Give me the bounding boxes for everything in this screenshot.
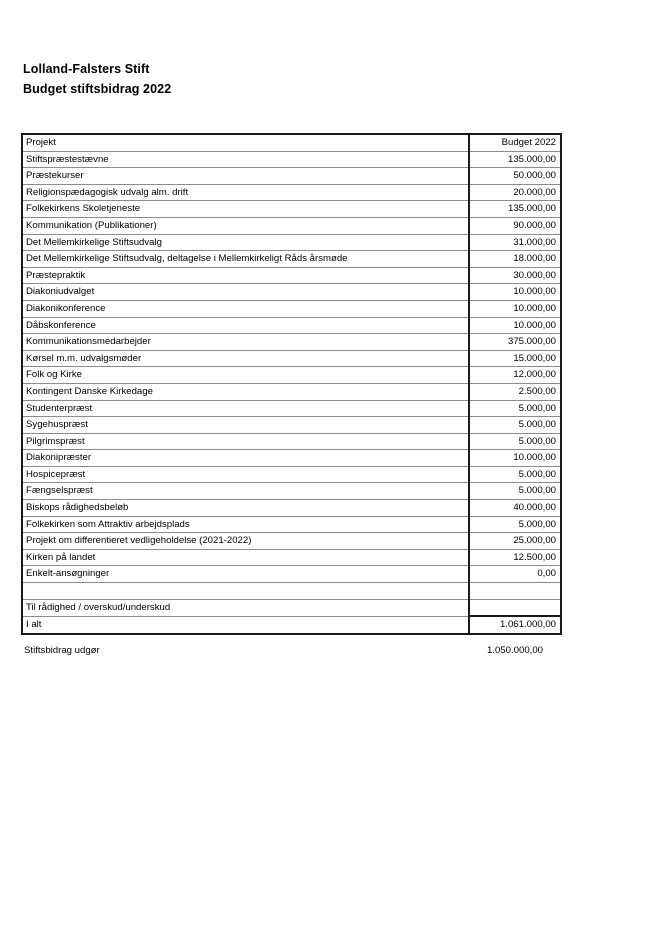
table-row — [22, 566, 561, 583]
cell-project-name: Det Mellemkirkelige Stiftsudvalg — [22, 234, 469, 251]
cell-budget-amount: 135.000,00 — [469, 151, 561, 168]
cell-project-name: Studenterpræst — [22, 400, 469, 417]
table-header-row — [22, 134, 561, 151]
cell-budget-amount: 5.000,00 — [469, 483, 561, 500]
table-row — [22, 168, 561, 185]
cell-project-name: Folkekirken som Attraktiv arbejdsplads — [22, 516, 469, 533]
cell-budget-amount: 50.000,00 — [469, 168, 561, 185]
cell-project-name: Dåbskonference — [22, 317, 469, 334]
table-row — [22, 433, 561, 450]
footer-amount: 1.050.000,00 — [486, 645, 543, 656]
cell-budget-amount: 10.000,00 — [469, 450, 561, 467]
table-row — [22, 533, 561, 550]
column-header-budget: Budget 2022 — [469, 134, 561, 151]
cell-project-name: Stiftspræstestævne — [22, 151, 469, 168]
cell-project-name: Kontingent Danske Kirkedage — [22, 383, 469, 400]
cell-project-name: Folk og Kirke — [22, 367, 469, 384]
cell-budget-amount: 2.500,00 — [469, 383, 561, 400]
table-header — [22, 134, 561, 151]
cell-budget-amount: 25.000,00 — [469, 533, 561, 550]
total-label: I alt — [22, 616, 469, 634]
table-row — [22, 417, 561, 434]
table-total-row — [22, 616, 561, 634]
table-footer — [22, 616, 561, 634]
cell-project-name: Præstepraktik — [22, 267, 469, 284]
table-row — [22, 500, 561, 517]
cell-budget-amount: 5.000,00 — [469, 516, 561, 533]
cell-budget-amount — [469, 583, 561, 600]
table-row — [22, 234, 561, 251]
table-row — [22, 284, 561, 301]
document-title-line-1: Lolland-Falsters Stift — [23, 62, 150, 76]
cell-budget-amount: 18.000,00 — [469, 251, 561, 268]
cell-budget-amount: 15.000,00 — [469, 350, 561, 367]
table-row — [22, 400, 561, 417]
cell-project-name: Til rådighed / overskud/underskud — [22, 599, 469, 616]
cell-project-name: Hospicepræst — [22, 466, 469, 483]
cell-project-name: Præstekurser — [22, 168, 469, 185]
table-row — [22, 549, 561, 566]
table-row — [22, 201, 561, 218]
cell-project-name: Diakonikonference — [22, 300, 469, 317]
cell-budget-amount: 5.000,00 — [469, 433, 561, 450]
cell-project-name: Fængselspræst — [22, 483, 469, 500]
table-body — [22, 151, 561, 616]
cell-project-name: Det Mellemkirkelige Stiftsudvalg, deltagelse i Mellemkirkeligt Råds årsmøde — [22, 251, 469, 268]
cell-project-name: Sygehuspræst — [22, 417, 469, 434]
table-row — [22, 334, 561, 351]
table-row — [22, 383, 561, 400]
cell-budget-amount: 375.000,00 — [469, 334, 561, 351]
table-row — [22, 184, 561, 201]
table-spacer-row — [22, 583, 561, 600]
cell-budget-amount: 12.500,00 — [469, 549, 561, 566]
cell-budget-amount: 10.000,00 — [469, 284, 561, 301]
cell-project-name: Kirken på landet — [22, 549, 469, 566]
table-row — [22, 251, 561, 268]
cell-project-name: Religionspædagogisk udvalg alm. drift — [22, 184, 469, 201]
cell-budget-amount: 135.000,00 — [469, 201, 561, 218]
table-row — [22, 217, 561, 234]
cell-budget-amount: 90.000,00 — [469, 217, 561, 234]
cell-project-name: Kørsel m.m. udvalgsmøder — [22, 350, 469, 367]
cell-budget-amount: 5.000,00 — [469, 417, 561, 434]
table-row — [22, 350, 561, 367]
table-row — [22, 483, 561, 500]
cell-project-name: Diakoniudvalget — [22, 284, 469, 301]
cell-project-name: Projekt om differentieret vedligeholdelse (2021-2022) — [22, 533, 469, 550]
table-row — [22, 267, 561, 284]
column-header-project: Projekt — [22, 134, 469, 151]
table-row — [22, 151, 561, 168]
cell-project-name — [22, 583, 469, 600]
table-row — [22, 599, 561, 616]
cell-budget-amount: 5.000,00 — [469, 466, 561, 483]
table-row — [22, 367, 561, 384]
footer-label: Stiftsbidrag udgør — [24, 645, 100, 656]
cell-budget-amount: 20.000,00 — [469, 184, 561, 201]
document-subtitle-line-2: Budget stiftsbidrag 2022 — [23, 82, 172, 96]
cell-budget-amount: 40.000,00 — [469, 500, 561, 517]
cell-budget-amount: 10.000,00 — [469, 317, 561, 334]
table-row — [22, 300, 561, 317]
cell-budget-amount — [469, 599, 561, 616]
cell-budget-amount: 30.000,00 — [469, 267, 561, 284]
table-row — [22, 317, 561, 334]
table-row — [22, 516, 561, 533]
table-row — [22, 450, 561, 467]
cell-project-name: Folkekirkens Skoletjeneste — [22, 201, 469, 218]
cell-budget-amount: 12.000,00 — [469, 367, 561, 384]
cell-project-name: Biskops rådighedsbeløb — [22, 500, 469, 517]
cell-project-name: Diakonipræster — [22, 450, 469, 467]
cell-budget-amount: 10.000,00 — [469, 300, 561, 317]
cell-budget-amount: 5.000,00 — [469, 400, 561, 417]
cell-budget-amount: 31.000,00 — [469, 234, 561, 251]
table-row — [22, 466, 561, 483]
cell-project-name: Enkelt-ansøgninger — [22, 566, 469, 583]
cell-budget-amount: 0,00 — [469, 566, 561, 583]
cell-project-name: Kommunikationsmedarbejder — [22, 334, 469, 351]
cell-project-name: Kommunikation (Publikationer) — [22, 217, 469, 234]
budget-table — [21, 133, 562, 635]
cell-project-name: Pilgrimspræst — [22, 433, 469, 450]
total-amount: 1.061.000,00 — [469, 616, 561, 634]
